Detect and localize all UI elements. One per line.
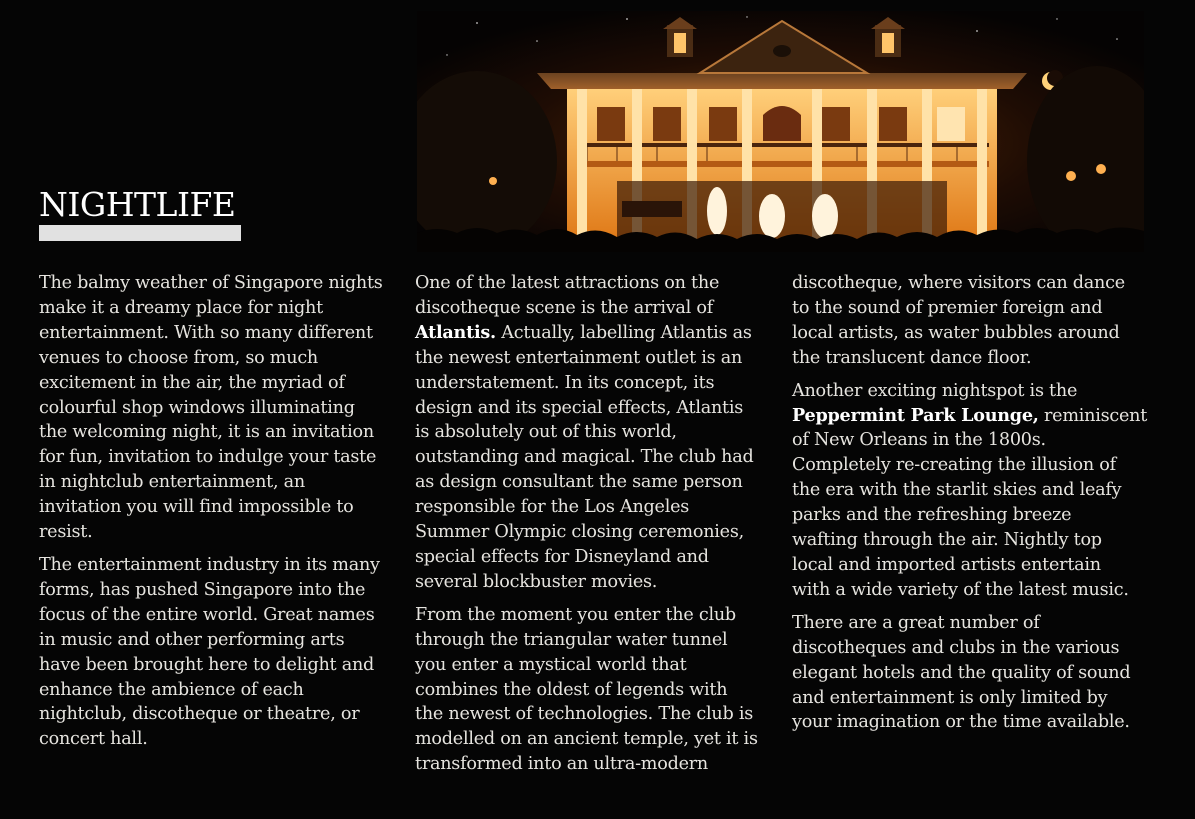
text-line: local and imported artists entertain — [792, 554, 1101, 575]
text-line: discotheques and clubs in the various — [792, 637, 1120, 658]
title-underline-bar — [39, 225, 241, 241]
text-line: wafting through the air. Nightly top — [792, 530, 1102, 551]
text-line: discotheque, where visitors can dance — [792, 273, 1125, 293]
text-line: local artists, as water bubbles around — [792, 322, 1120, 343]
text-line: transformed into an ultra-modern — [415, 754, 708, 775]
paragraph — [39, 271, 404, 545]
text-column-3 — [792, 271, 1162, 743]
text-line: as design consultant the same person — [415, 472, 743, 493]
text-line: forms, has pushed Singapore into the — [39, 579, 366, 600]
text-line: From the moment you enter the club — [415, 604, 736, 625]
text-line: the era with the starlit skies and leafy — [792, 480, 1122, 501]
text-line: the newest entertainment outlet is an — [415, 347, 743, 368]
text-line: with a wide variety of the latest music. — [792, 579, 1129, 600]
text-fragment: reminiscent — [1038, 405, 1148, 426]
text-line: the translucent dance floor. — [792, 347, 1032, 368]
text-line: special effects for Disneyland and — [415, 546, 709, 567]
text-line: invitation you will find impossible to — [39, 497, 354, 518]
text-line: enhance the ambience of each — [39, 679, 304, 700]
text-line: resist. — [39, 522, 93, 543]
page-title: NIGHTLIFE — [39, 185, 236, 224]
text-line: several blockbuster movies. — [415, 571, 658, 592]
paragraph — [792, 379, 1162, 603]
text-line: There are a great number of — [792, 612, 1040, 633]
text-line: through the triangular water tunnel — [415, 629, 728, 650]
text-line: outstanding and magical. The club had — [415, 447, 754, 468]
text-line: One of the latest attractions on the — [415, 273, 720, 293]
text-line: make it a dreamy place for night — [39, 297, 323, 318]
highlight-venue-peppermint-park: Peppermint Park Lounge, — [792, 404, 1039, 426]
text-line: Another exciting nightspot is the — [792, 380, 1078, 401]
text-line: of New Orleans in the 1800s. — [792, 430, 1046, 451]
text-line: is absolutely out of this world, — [415, 422, 677, 443]
text-line — [792, 404, 1162, 429]
text-line: and entertainment is only limited by — [792, 687, 1108, 708]
text-line: for fun, invitation to indulge your taste — [39, 447, 377, 468]
text-line: The balmy weather of Singapore nights — [39, 273, 383, 293]
text-line: in nightclub entertainment, an — [39, 472, 305, 493]
paragraph — [415, 603, 785, 777]
text-line — [415, 321, 785, 346]
text-line: your imagination or the time available. — [792, 712, 1130, 733]
text-line: responsible for the Los Angeles — [415, 497, 690, 518]
text-fragment: Actually, labelling Atlantis as — [495, 322, 752, 343]
text-line: focus of the entire world. Great names — [39, 604, 375, 625]
text-line: entertainment. With so many different — [39, 322, 373, 343]
paragraph — [792, 271, 1162, 371]
text-line: modelled on an ancient temple, yet it is — [415, 729, 758, 750]
mansion-concert-photo — [417, 11, 1144, 252]
text-line: nightclub, discotheque or theatre, or — [39, 704, 360, 725]
text-line: Summer Olympic closing ceremonies, — [415, 522, 744, 543]
text-line: concert hall. — [39, 729, 148, 750]
text-line: understatement. In its concept, its — [415, 372, 715, 393]
text-line: excitement in the air, the myriad of — [39, 372, 345, 393]
paragraph — [415, 271, 785, 595]
text-line: combines the oldest of legends with — [415, 679, 728, 700]
text-column-1 — [39, 271, 404, 760]
text-line: you enter a mystical world that — [415, 654, 687, 675]
highlight-venue-atlantis: Atlantis. — [415, 321, 496, 343]
text-line: in music and other performing arts — [39, 629, 345, 650]
paragraph — [39, 553, 404, 752]
paragraph — [792, 611, 1162, 736]
text-line: elegant hotels and the quality of sound — [792, 662, 1131, 683]
text-line: Completely re-creating the illusion of — [792, 455, 1116, 476]
text-line: have been brought here to delight and — [39, 654, 375, 675]
text-line: design and its special effects, Atlantis — [415, 397, 744, 418]
text-line: discotheque scene is the arrival of — [415, 297, 713, 318]
text-line: the welcoming night, it is an invitation — [39, 422, 374, 443]
text-column-2 — [415, 271, 785, 785]
text-line: colourful shop windows illuminating — [39, 397, 355, 418]
text-line: venues to choose from, so much — [39, 347, 318, 368]
text-line: parks and the refreshing breeze — [792, 505, 1072, 526]
text-line: The entertainment industry in its many — [39, 554, 380, 575]
text-line: the newest of technologies. The club is — [415, 704, 753, 725]
text-line: to the sound of premier foreign and — [792, 297, 1103, 318]
